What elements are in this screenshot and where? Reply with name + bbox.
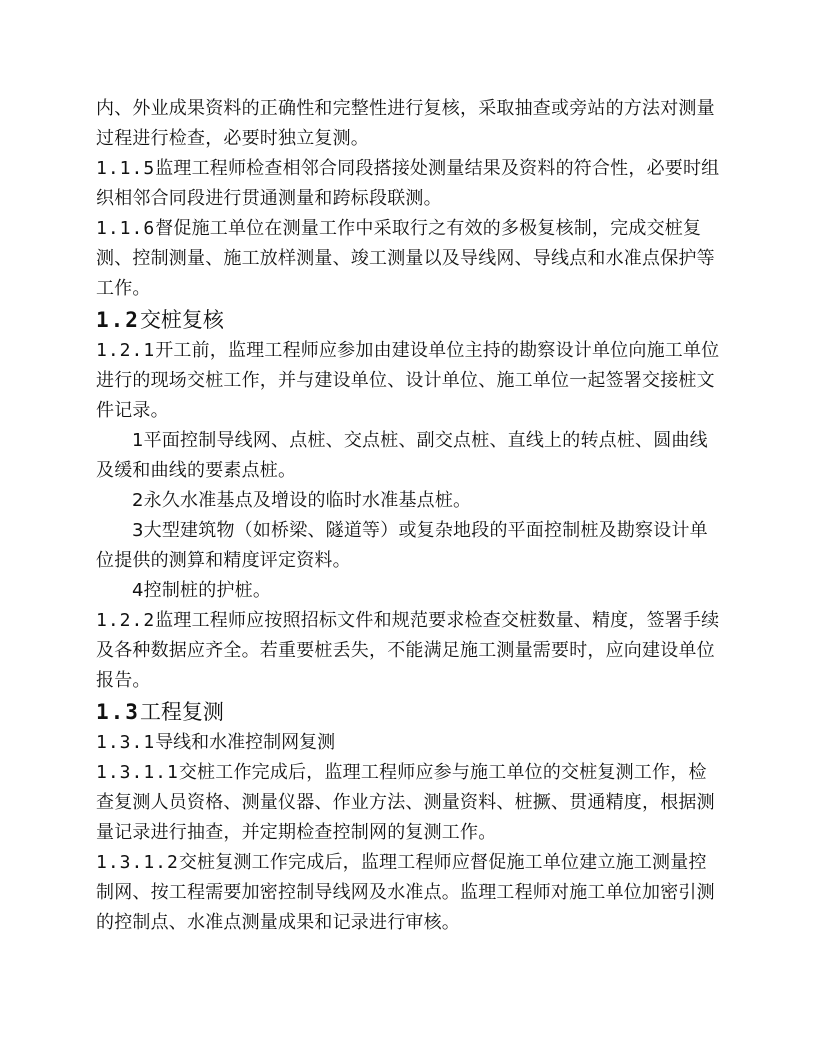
list-number: 4 xyxy=(132,580,144,601)
subsection-number: 1.3.1 xyxy=(96,732,156,753)
section-number: 1.2 xyxy=(96,308,140,332)
list-number: 1 xyxy=(132,430,144,451)
section-heading-1-2 xyxy=(96,304,722,336)
section-title: 交桩复核 xyxy=(139,308,224,332)
clause-1-3-1-2 xyxy=(96,848,722,938)
clause-text: 交桩复测工作完成后，监理工程师应督促施工单位建立施工测量控制网、按工程需要加密控制导线网及水准点。监理工程师对施工单位加密引测的控制点、水准点测量成果和记录进行审核。 xyxy=(96,852,715,933)
list-item-1 xyxy=(96,426,722,486)
subsection-heading-1-3-1 xyxy=(96,728,722,758)
clause-text: 督促施工单位在测量工作中采取行之有效的多极复核制，完成交桩复测、控制测量、施工放样测量、竣工测量以及导线网、导线点和水准点保护等工作。 xyxy=(96,218,715,299)
clause-1-3-1-1 xyxy=(96,758,722,848)
paragraph-continuation xyxy=(96,94,722,154)
list-item-4 xyxy=(96,576,722,606)
list-number: 3 xyxy=(132,520,144,541)
list-number: 2 xyxy=(132,490,144,511)
clause-number: 1.3.1.2 xyxy=(96,852,179,873)
clause-text: 交桩工作完成后，监理工程师应参与施工单位的交桩复测工作，检查复测人员资格、测量仪器、作业方法、测量资料、桩撅、贯通精度，根据测量记录进行抽查，并定期检查控制网的复测工作。 xyxy=(96,762,715,843)
clause-1-2-1 xyxy=(96,336,722,426)
list-text: 控制桩的护桩。 xyxy=(143,580,272,601)
list-text: 永久水准基点及增设的临时水准基点桩。 xyxy=(143,490,472,511)
clause-1-2-2 xyxy=(96,606,722,696)
paragraph-text: 内、外业成果资料的正确性和完整性进行复核，采取抽查或旁站的方法对测量过程进行检查，必要时独立复测。 xyxy=(96,98,715,149)
list-text: 平面控制导线网、点桩、交点桩、副交点桩、直线上的转点桩、圆曲线及缓和曲线的要素点桩。 xyxy=(96,430,708,481)
list-item-2 xyxy=(96,486,722,516)
subsection-title: 导线和水准控制网复测 xyxy=(155,732,336,753)
list-item-3 xyxy=(96,516,722,576)
clause-number: 1.2.1 xyxy=(96,340,156,361)
clause-1-1-6 xyxy=(96,214,722,304)
clause-text: 监理工程师检查相邻合同段搭接处测量结果及资料的符合性，必要时组织相邻合同段进行贯通测量和跨标段联测。 xyxy=(96,158,720,209)
section-title: 工程复测 xyxy=(139,700,224,724)
list-text: 大型建筑物（如桥梁、隧道等）或复杂地段的平面控制桩及勘察设计单位提供的测算和精度评定资料。 xyxy=(96,520,708,571)
clause-text: 开工前，监理工程师应参加由建设单位主持的勘察设计单位向施工单位进行的现场交桩工作，并与建设单位、设计单位、施工单位一起签署交接桩文件记录。 xyxy=(96,340,720,421)
clause-number: 1.3.1.1 xyxy=(96,762,179,783)
clause-number: 1.1.6 xyxy=(96,218,156,239)
section-heading-1-3 xyxy=(96,696,722,728)
document-body xyxy=(96,94,722,938)
section-number: 1.3 xyxy=(96,700,140,724)
clause-text: 监理工程师应按照招标文件和规范要求检查交桩数量、精度，签署手续及各种数据应齐全。若重要桩丢失，不能满足施工测量需要时，应向建设单位报告。 xyxy=(96,610,720,691)
clause-number: 1.2.2 xyxy=(96,610,156,631)
clause-number: 1.1.5 xyxy=(96,158,156,179)
clause-1-1-5 xyxy=(96,154,722,214)
